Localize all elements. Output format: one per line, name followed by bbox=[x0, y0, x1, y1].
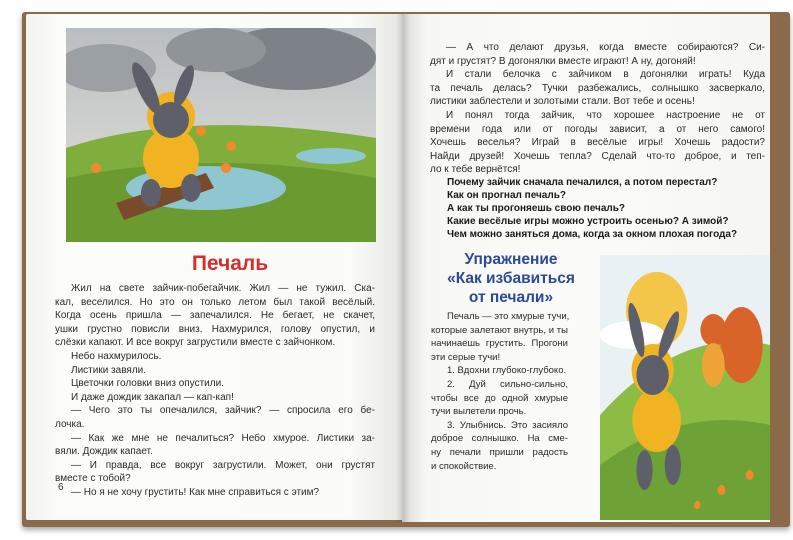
text-line: ну печали пришли радость bbox=[431, 446, 568, 458]
exercise-heading-line: от печали» bbox=[468, 289, 554, 306]
text-line: И стали белочка с зайчиком в догонялки играть! Куда bbox=[446, 69, 765, 81]
text-line: времени года или от погоды зависит, а от него самого! bbox=[430, 123, 765, 135]
book-spine bbox=[396, 14, 410, 522]
text-line: — Но я не хочу грустить! Как мне справиться с этим? bbox=[71, 486, 320, 498]
text-line: которые залетают внутрь, и ты bbox=[431, 324, 568, 336]
text-line: начинаешь грустить. Прогони bbox=[431, 338, 568, 350]
happy-bunny-squirrel-illustration bbox=[600, 255, 770, 520]
text-line: Когда осень пришла — запечалился. Не бегает, не скачет, bbox=[55, 310, 375, 322]
left-story-text bbox=[55, 282, 375, 500]
text-line: — А что делают друзья, когда вместе собираются? Си- bbox=[446, 42, 765, 53]
text-line: — Как же мне не печалиться? Небо хмурое. Листики за- bbox=[71, 432, 375, 444]
text-line: ло к тебе вернётся! bbox=[430, 164, 521, 176]
question-line: Почему зайчик сначала печалился, а потом перестал? bbox=[447, 177, 718, 188]
page-number: 6 bbox=[58, 482, 64, 493]
text-line: та печаль делась? Тучки разбежались, солнышко засверкало, bbox=[430, 82, 765, 94]
text-line: Хочешь веселья? Играй в весёлые игры! Хочешь радости? bbox=[430, 137, 765, 149]
text-line: И даже дождик закапал — кап-кап! bbox=[71, 391, 234, 403]
questions-block bbox=[447, 176, 765, 241]
text-line: ушки грустно повисли вниз. Нахмурился, голову опустил, и bbox=[55, 323, 375, 335]
text-line: Цветочки головки вниз опустили. bbox=[71, 378, 224, 390]
text-line: дят и грустят? В догонялки вместе играют! А ну, догоняй! bbox=[430, 55, 696, 67]
question-line: А как ты прогоняешь свою печаль? bbox=[447, 203, 625, 214]
text-line: листики заблестели и золотыми стали. Вот тебе и осень! bbox=[430, 96, 695, 108]
text-line: вместе с тобой? bbox=[55, 473, 131, 485]
text-line: 1. Вдохни глубоко-глубоко. bbox=[447, 365, 567, 377]
text-line: слёзки капают. И все вокруг загрустили вместе с зайчонком. bbox=[55, 337, 336, 349]
sad-bunny-illustration bbox=[66, 28, 376, 242]
text-line: чтобы все до одной хмурые bbox=[431, 392, 568, 404]
text-line: Найди друзей! Хочешь тепла? Сделай что-то доброе, и теп- bbox=[430, 150, 765, 162]
text-line: кал, веселился. Но это он только летом был такой весёлый. bbox=[55, 296, 375, 308]
text-line: — Чего это ты опечалился, зайчик? — спросила его бе- bbox=[71, 405, 375, 417]
text-line: Листики завяли. bbox=[71, 364, 147, 376]
text-line: эти серые тучи! bbox=[431, 351, 501, 363]
text-line: 3. Улыбнись. Это засияло bbox=[447, 419, 568, 431]
text-line: 2. Дуй сильно-сильно, bbox=[447, 378, 568, 390]
story-title: Печаль bbox=[191, 252, 269, 275]
text-line: лочка. bbox=[55, 418, 85, 430]
text-line: Небо нахмурилось. bbox=[71, 350, 162, 362]
text-line: Печаль — это хмурые тучи, bbox=[447, 311, 570, 322]
exercise-heading-line: «Как избавиться bbox=[447, 270, 575, 287]
question-line: Какие весёлые игры можно устроить осенью? А зимой? bbox=[447, 216, 729, 227]
question-line: Как он прогнал печаль? bbox=[447, 190, 566, 201]
exercise-heading-line: Упражнение bbox=[464, 251, 558, 268]
text-line: тучи вылетели прочь. bbox=[431, 406, 527, 418]
question-line: Чем можно заняться дома, когда за окном плохая погода? bbox=[447, 229, 738, 240]
text-line: вяли. Дождик капает. bbox=[55, 446, 153, 458]
text-line: И понял тогда зайчик, что хорошее настроение не от bbox=[446, 109, 765, 121]
text-line: доброе солнышко. На сме- bbox=[431, 433, 568, 445]
text-line: Жил на свете зайчик-побегайчик. Жил — не тужил. Ска- bbox=[71, 283, 375, 294]
text-line: и спокойствие. bbox=[431, 460, 497, 472]
exercise-text bbox=[431, 310, 568, 473]
text-line: — И правда, все вокруг загрустили. Может, они грустят bbox=[71, 459, 375, 471]
exercise-heading bbox=[425, 250, 597, 307]
right-story-text bbox=[430, 41, 765, 177]
